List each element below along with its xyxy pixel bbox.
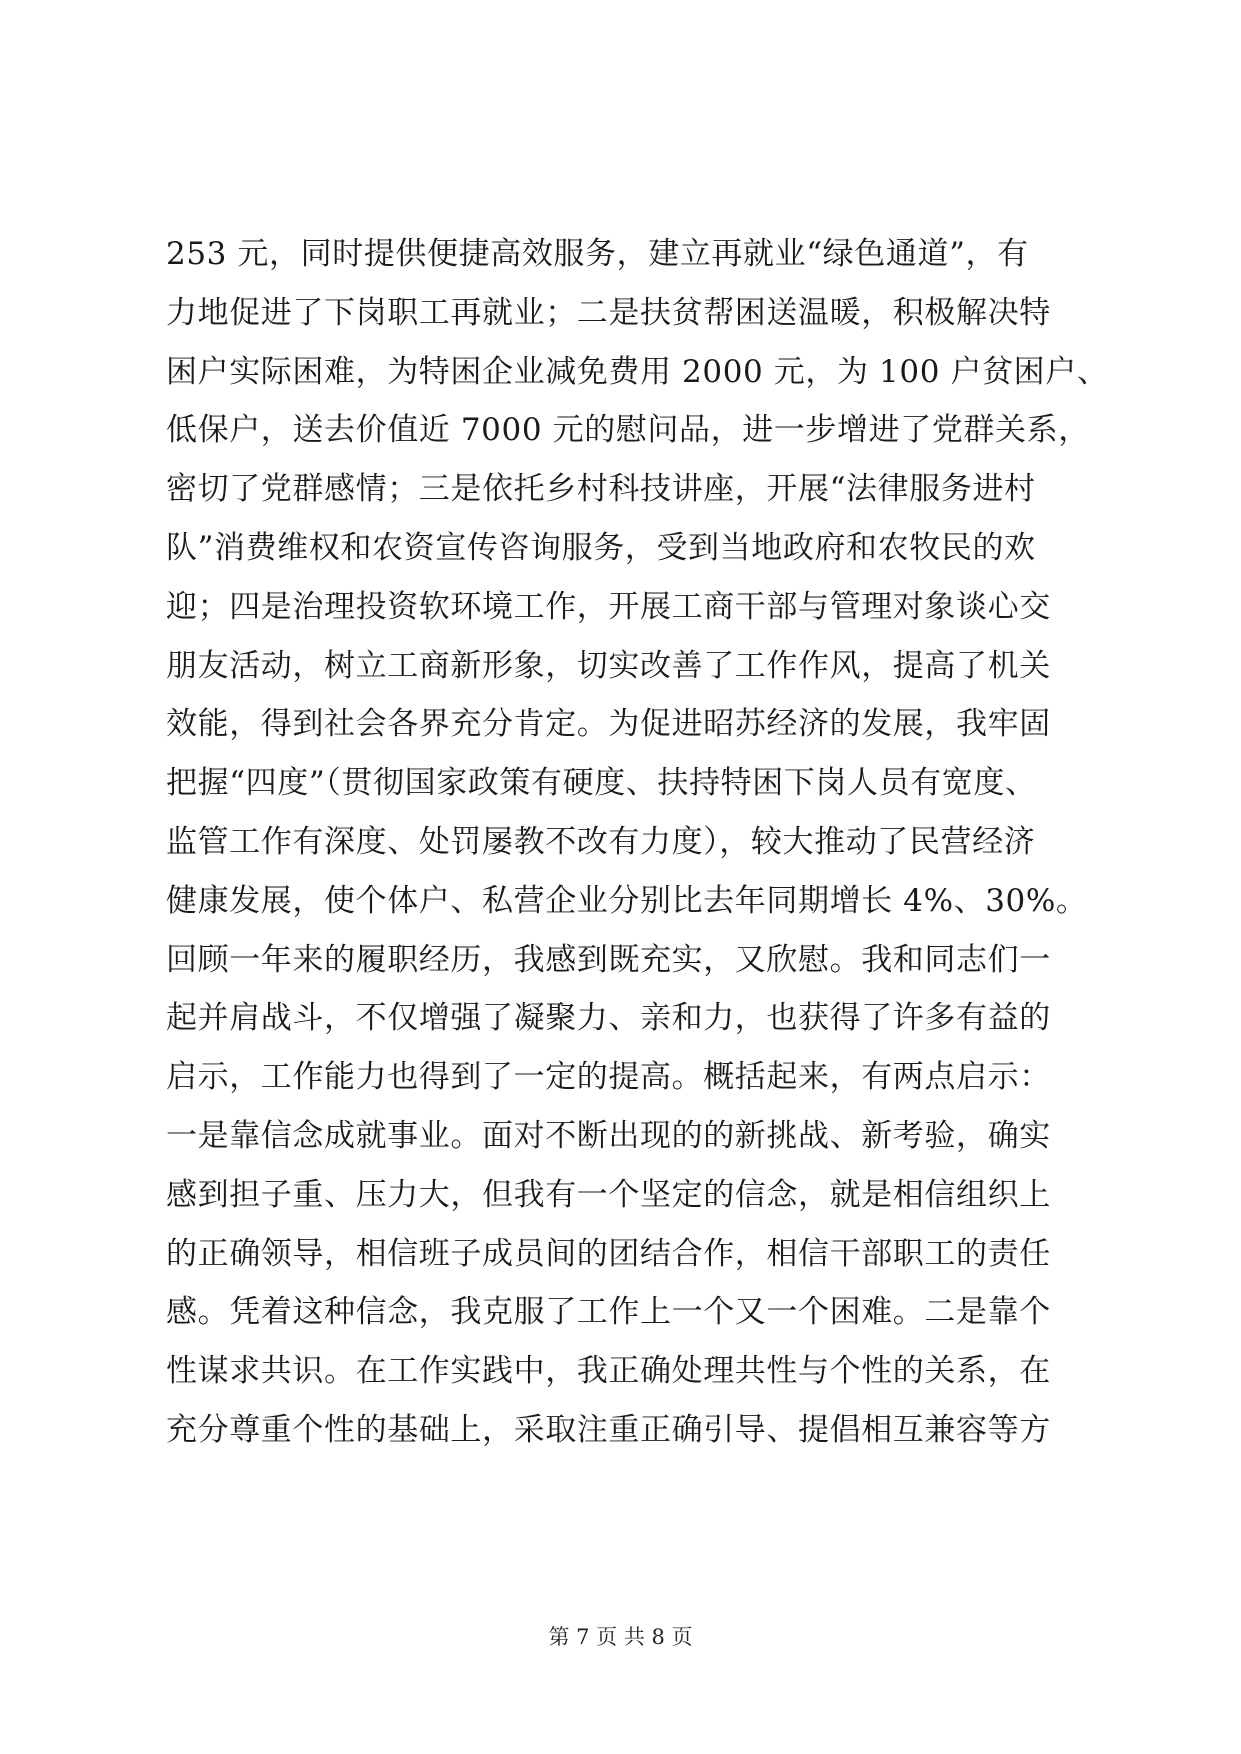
text-line: 回顾一年来的履职经历，我感到既充实，又欣慰。我和同志们一 [166,941,1051,978]
text-line: 起并肩战斗，不仅增强了凝聚力、亲和力，也获得了许多有益的 [166,1000,1051,1037]
text-line: 队”消费维权和农资宣传咨询服务，受到当地政府和农牧民的欢 [166,529,1036,566]
text-line: 感到担子重、压力大，但我有一个坚定的信念，就是相信组织上 [166,1176,1051,1213]
page-number-label: 第 7 页 共 8 页 [548,1625,693,1649]
text-line: 困户实际困难，为特困企业减免费用 2000 元，为 100 户贫困户、 [166,353,1109,390]
text-line: 效能，得到社会各界充分肯定。为促进昭苏经济的发展，我牢固 [166,706,1051,743]
text-line: 力地促进了下岗职工再就业；二是扶贫帮困送温暖，积极解决特 [166,294,1051,331]
text-line: 监管工作有深度、处罚屡教不改有力度），较大推动了民营经济 [166,823,1036,860]
text-line: 充分尊重个性的基础上，采取注重正确引导、提倡相互兼容等方 [166,1411,1051,1448]
text-line: 感。凭着这种信念，我克服了工作上一个又一个困难。二是靠个 [166,1294,1051,1331]
text-line: 密切了党群感情；三是依托乡村科技讲座，开展“法律服务进村 [166,471,1036,508]
page-footer [0,1622,1241,1652]
text-line: 性谋求共识。在工作实践中，我正确处理共性与个性的关系，在 [166,1353,1051,1390]
text-line: 把握“四度”（贯彻国家政策有硬度、扶持特困下岗人员有宽度、 [166,765,1037,802]
text-line: 的正确领导，相信班子成员间的团结合作，相信干部职工的责任 [166,1235,1051,1272]
text-line: 朋友活动，树立工商新形象，切实改善了工作作风，提高了机关 [166,647,1051,684]
text-line: 低保户，送去价值近 7000 元的慰问品，进一步增进了党群关系， [166,412,1090,449]
text-line: 健康发展，使个体户、私营企业分别比去年同期增长 4%、30%。 [166,882,1088,919]
text-line: 启示，工作能力也得到了一定的提高。概括起来，有两点启示： [166,1059,1051,1096]
text-line: 253 元，同时提供便捷高效服务，建立再就业“绿色通道”，有 [166,236,1029,272]
body-text [166,225,1109,1460]
text-line: 迎；四是治理投资软环境工作，开展工商干部与管理对象谈心交 [166,588,1051,625]
text-line: 一是靠信念成就事业。面对不断出现的的新挑战、新考验，确实 [166,1117,1051,1154]
